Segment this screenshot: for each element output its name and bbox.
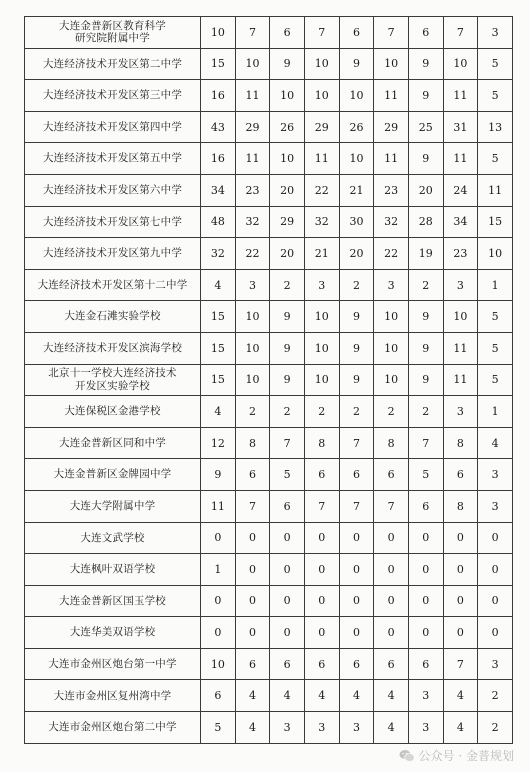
school-name-cell <box>25 554 201 586</box>
school-name-cell <box>25 238 201 270</box>
school-name-cell <box>25 332 201 364</box>
value-cell: 2 <box>339 396 374 428</box>
school-name-cell <box>25 396 201 428</box>
school-name-line: 大连金石滩实验学校 <box>64 310 161 323</box>
value-cell: 4 <box>374 712 409 744</box>
school-name-cell <box>25 427 201 459</box>
value-cell: 15 <box>201 364 236 396</box>
value-cell: 6 <box>339 648 374 680</box>
table-row <box>25 459 513 491</box>
school-name-line: 大连经济技术开发区第五中学 <box>42 152 183 165</box>
value-cell: 2 <box>374 396 409 428</box>
value-cell: 9 <box>270 48 305 80</box>
value-cell: 20 <box>339 238 374 270</box>
value-cell: 32 <box>374 206 409 238</box>
value-cell: 0 <box>270 617 305 649</box>
value-cell: 0 <box>339 617 374 649</box>
school-name-cell <box>25 111 201 143</box>
value-cell: 4 <box>270 680 305 712</box>
school-name-line: 大连金普新区金牌园中学 <box>53 468 172 481</box>
value-cell: 10 <box>304 301 339 333</box>
value-cell: 8 <box>443 490 478 522</box>
value-cell: 6 <box>408 490 443 522</box>
value-cell: 9 <box>339 364 374 396</box>
school-name-line: 开发区实验学校 <box>75 379 150 392</box>
value-cell: 7 <box>443 648 478 680</box>
value-cell: 10 <box>235 364 270 396</box>
value-cell: 3 <box>478 17 513 49</box>
value-cell: 5 <box>478 48 513 80</box>
school-name-cell <box>25 648 201 680</box>
value-cell: 0 <box>443 554 478 586</box>
value-cell: 2 <box>304 396 339 428</box>
value-cell: 23 <box>235 174 270 206</box>
table-body <box>25 17 513 744</box>
value-cell: 10 <box>339 143 374 175</box>
value-cell: 10 <box>235 48 270 80</box>
value-cell: 24 <box>443 174 478 206</box>
value-cell: 7 <box>235 17 270 49</box>
table-row <box>25 617 513 649</box>
value-cell: 9 <box>408 332 443 364</box>
value-cell: 1 <box>201 554 236 586</box>
value-cell: 8 <box>374 427 409 459</box>
value-cell: 5 <box>478 364 513 396</box>
value-cell: 3 <box>443 269 478 301</box>
value-cell: 5 <box>478 143 513 175</box>
value-cell: 0 <box>339 522 374 554</box>
school-name-line: 大连金普新区教育科学 <box>59 19 166 32</box>
value-cell: 7 <box>270 427 305 459</box>
value-cell: 0 <box>443 585 478 617</box>
school-name-line: 大连经济技术开发区第四中学 <box>42 120 183 133</box>
value-cell: 0 <box>201 522 236 554</box>
value-cell: 0 <box>374 554 409 586</box>
value-cell: 48 <box>201 206 236 238</box>
value-cell: 0 <box>478 522 513 554</box>
value-cell: 9 <box>270 332 305 364</box>
value-cell: 11 <box>235 143 270 175</box>
value-cell: 3 <box>478 459 513 491</box>
value-cell: 10 <box>235 301 270 333</box>
table-row <box>25 585 513 617</box>
value-cell: 22 <box>304 174 339 206</box>
value-cell: 31 <box>443 111 478 143</box>
school-name-line: 大连市金州区炮台第一中学 <box>48 657 177 670</box>
value-cell: 4 <box>443 712 478 744</box>
value-cell: 34 <box>201 174 236 206</box>
school-name-line: 大连市金州区炮台第二中学 <box>48 721 177 734</box>
value-cell: 22 <box>374 238 409 270</box>
value-cell: 11 <box>443 332 478 364</box>
value-cell: 5 <box>478 80 513 112</box>
value-cell: 10 <box>478 238 513 270</box>
value-cell: 0 <box>304 522 339 554</box>
value-cell: 11 <box>478 174 513 206</box>
value-cell: 20 <box>270 174 305 206</box>
value-cell: 0 <box>408 554 443 586</box>
value-cell: 3 <box>304 712 339 744</box>
value-cell: 0 <box>374 617 409 649</box>
value-cell: 6 <box>443 459 478 491</box>
value-cell: 9 <box>201 459 236 491</box>
school-name-cell <box>25 269 201 301</box>
value-cell: 9 <box>270 364 305 396</box>
value-cell: 4 <box>304 680 339 712</box>
value-cell: 11 <box>443 80 478 112</box>
table-row <box>25 238 513 270</box>
value-cell: 20 <box>270 238 305 270</box>
value-cell: 7 <box>408 427 443 459</box>
value-cell: 0 <box>270 522 305 554</box>
value-cell: 11 <box>374 80 409 112</box>
value-cell: 5 <box>408 459 443 491</box>
value-cell: 23 <box>443 238 478 270</box>
value-cell: 9 <box>408 301 443 333</box>
value-cell: 5 <box>478 301 513 333</box>
value-cell: 3 <box>408 712 443 744</box>
value-cell: 29 <box>374 111 409 143</box>
value-cell: 7 <box>443 17 478 49</box>
value-cell: 3 <box>478 490 513 522</box>
table-row <box>25 364 513 396</box>
value-cell: 0 <box>408 617 443 649</box>
school-name-cell <box>25 206 201 238</box>
value-cell: 0 <box>235 554 270 586</box>
value-cell: 9 <box>408 364 443 396</box>
value-cell: 26 <box>270 111 305 143</box>
school-name-line: 大连大学附属中学 <box>69 499 156 512</box>
school-name-cell <box>25 617 201 649</box>
value-cell: 6 <box>304 459 339 491</box>
value-cell: 9 <box>408 80 443 112</box>
watermark <box>399 747 514 764</box>
value-cell: 3 <box>235 269 270 301</box>
table-row <box>25 554 513 586</box>
table-row <box>25 174 513 206</box>
value-cell: 3 <box>374 269 409 301</box>
value-cell: 9 <box>339 332 374 364</box>
value-cell: 10 <box>374 301 409 333</box>
value-cell: 0 <box>235 617 270 649</box>
value-cell: 6 <box>374 648 409 680</box>
school-name-line: 大连保税区金港学校 <box>64 405 161 418</box>
value-cell: 3 <box>408 680 443 712</box>
value-cell: 10 <box>339 80 374 112</box>
value-cell: 4 <box>374 680 409 712</box>
school-name-line: 大连经济技术开发区第二中学 <box>42 57 183 70</box>
value-cell: 10 <box>304 48 339 80</box>
value-cell: 23 <box>374 174 409 206</box>
value-cell: 15 <box>201 301 236 333</box>
table-row <box>25 301 513 333</box>
value-cell: 3 <box>270 712 305 744</box>
value-cell: 1 <box>478 269 513 301</box>
value-cell: 4 <box>443 680 478 712</box>
wechat-icon <box>399 749 415 763</box>
value-cell: 29 <box>304 111 339 143</box>
value-cell: 6 <box>408 648 443 680</box>
value-cell: 28 <box>408 206 443 238</box>
value-cell: 30 <box>339 206 374 238</box>
value-cell: 0 <box>304 617 339 649</box>
school-name-line: 大连枫叶双语学校 <box>69 563 156 576</box>
value-cell: 6 <box>201 680 236 712</box>
table-row <box>25 648 513 680</box>
value-cell: 7 <box>304 17 339 49</box>
school-name-cell <box>25 459 201 491</box>
value-cell: 6 <box>270 490 305 522</box>
value-cell: 0 <box>408 585 443 617</box>
school-name-line: 大连经济技术开发区第七中学 <box>42 215 183 228</box>
school-name-line: 大连华美双语学校 <box>69 626 156 639</box>
value-cell: 0 <box>443 522 478 554</box>
value-cell: 10 <box>304 364 339 396</box>
value-cell: 6 <box>235 459 270 491</box>
value-cell: 6 <box>235 648 270 680</box>
value-cell: 29 <box>270 206 305 238</box>
value-cell: 4 <box>235 680 270 712</box>
value-cell: 11 <box>304 143 339 175</box>
value-cell: 2 <box>478 680 513 712</box>
value-cell: 11 <box>374 143 409 175</box>
table-row <box>25 206 513 238</box>
value-cell: 1 <box>478 396 513 428</box>
value-cell: 2 <box>408 269 443 301</box>
value-cell: 5 <box>270 459 305 491</box>
value-cell: 12 <box>201 427 236 459</box>
school-name-line: 大连经济技术开发区第十二中学 <box>37 278 188 291</box>
value-cell: 8 <box>443 427 478 459</box>
school-name-line: 大连金普新区同和中学 <box>59 436 166 449</box>
value-cell: 3 <box>304 269 339 301</box>
table-row <box>25 80 513 112</box>
value-cell: 9 <box>339 301 374 333</box>
value-cell: 6 <box>270 17 305 49</box>
value-cell: 0 <box>339 585 374 617</box>
value-cell: 0 <box>478 554 513 586</box>
value-cell: 7 <box>339 427 374 459</box>
school-name-line: 大连市金州区复州湾中学 <box>53 689 172 702</box>
value-cell: 3 <box>339 712 374 744</box>
value-cell: 15 <box>201 332 236 364</box>
value-cell: 10 <box>374 364 409 396</box>
value-cell: 6 <box>374 459 409 491</box>
value-cell: 4 <box>201 396 236 428</box>
value-cell: 5 <box>478 332 513 364</box>
table-row <box>25 522 513 554</box>
school-name-line: 大连文武学校 <box>80 531 145 544</box>
value-cell: 4 <box>478 427 513 459</box>
value-cell: 10 <box>443 301 478 333</box>
value-cell: 2 <box>339 269 374 301</box>
school-name-line: 大连经济技术开发区第九中学 <box>42 247 183 260</box>
school-name-line: 研究院附属中学 <box>75 32 150 45</box>
table-row <box>25 269 513 301</box>
value-cell: 21 <box>304 238 339 270</box>
value-cell: 16 <box>201 143 236 175</box>
watermark-text: 公众号 · 金普规划 <box>418 749 514 763</box>
value-cell: 29 <box>235 111 270 143</box>
value-cell: 11 <box>201 490 236 522</box>
table-row <box>25 332 513 364</box>
value-cell: 7 <box>374 490 409 522</box>
value-cell: 7 <box>235 490 270 522</box>
value-cell: 6 <box>339 459 374 491</box>
table-row <box>25 680 513 712</box>
school-name-cell <box>25 364 201 396</box>
school-name-cell <box>25 174 201 206</box>
school-name-line: 大连经济技术开发区第三中学 <box>42 89 183 102</box>
value-cell: 32 <box>304 206 339 238</box>
value-cell: 15 <box>201 48 236 80</box>
value-cell: 0 <box>201 585 236 617</box>
value-cell: 9 <box>408 143 443 175</box>
school-name-cell <box>25 17 201 49</box>
value-cell: 0 <box>304 585 339 617</box>
value-cell: 3 <box>443 396 478 428</box>
value-cell: 10 <box>235 332 270 364</box>
value-cell: 22 <box>235 238 270 270</box>
value-cell: 0 <box>201 617 236 649</box>
table-row <box>25 17 513 49</box>
value-cell: 9 <box>408 48 443 80</box>
value-cell: 2 <box>235 396 270 428</box>
value-cell: 2 <box>408 396 443 428</box>
value-cell: 0 <box>235 522 270 554</box>
value-cell: 8 <box>235 427 270 459</box>
value-cell: 0 <box>270 585 305 617</box>
value-cell: 20 <box>408 174 443 206</box>
value-cell: 32 <box>201 238 236 270</box>
value-cell: 10 <box>270 80 305 112</box>
value-cell: 0 <box>235 585 270 617</box>
value-cell: 11 <box>443 364 478 396</box>
value-cell: 21 <box>339 174 374 206</box>
value-cell: 9 <box>270 301 305 333</box>
quota-table <box>24 16 513 744</box>
value-cell: 0 <box>478 585 513 617</box>
value-cell: 6 <box>304 648 339 680</box>
value-cell: 6 <box>270 648 305 680</box>
value-cell: 11 <box>443 143 478 175</box>
value-cell: 4 <box>339 680 374 712</box>
value-cell: 10 <box>201 648 236 680</box>
school-name-line: 大连金普新区国玉学校 <box>59 594 166 607</box>
value-cell: 10 <box>374 332 409 364</box>
school-name-cell <box>25 301 201 333</box>
value-cell: 13 <box>478 111 513 143</box>
table-row <box>25 396 513 428</box>
value-cell: 5 <box>201 712 236 744</box>
school-name-cell <box>25 48 201 80</box>
value-cell: 8 <box>304 427 339 459</box>
school-name-cell <box>25 585 201 617</box>
school-name-cell <box>25 712 201 744</box>
value-cell: 0 <box>374 585 409 617</box>
school-name-line: 北京十一学校大连经济技术 <box>48 367 177 380</box>
value-cell: 32 <box>235 206 270 238</box>
value-cell: 10 <box>304 332 339 364</box>
value-cell: 3 <box>478 648 513 680</box>
value-cell: 6 <box>408 17 443 49</box>
school-name-cell <box>25 80 201 112</box>
value-cell: 2 <box>478 712 513 744</box>
school-name-cell <box>25 143 201 175</box>
value-cell: 0 <box>443 617 478 649</box>
table-row <box>25 111 513 143</box>
school-name-cell <box>25 490 201 522</box>
table-row <box>25 143 513 175</box>
school-name-line: 大连经济技术开发区第六中学 <box>42 184 183 197</box>
school-name-cell <box>25 680 201 712</box>
value-cell: 4 <box>201 269 236 301</box>
school-name-line: 大连经济技术开发区滨海学校 <box>42 341 183 354</box>
value-cell: 7 <box>339 490 374 522</box>
value-cell: 43 <box>201 111 236 143</box>
value-cell: 0 <box>374 522 409 554</box>
value-cell: 11 <box>235 80 270 112</box>
value-cell: 10 <box>270 143 305 175</box>
value-cell: 0 <box>339 554 374 586</box>
table-row <box>25 48 513 80</box>
value-cell: 0 <box>270 554 305 586</box>
table-row <box>25 490 513 522</box>
value-cell: 4 <box>235 712 270 744</box>
value-cell: 16 <box>201 80 236 112</box>
value-cell: 9 <box>339 48 374 80</box>
value-cell: 10 <box>374 48 409 80</box>
value-cell: 0 <box>304 554 339 586</box>
value-cell: 0 <box>478 617 513 649</box>
school-name-cell <box>25 522 201 554</box>
table-row <box>25 712 513 744</box>
value-cell: 6 <box>339 17 374 49</box>
value-cell: 15 <box>478 206 513 238</box>
value-cell: 10 <box>443 48 478 80</box>
value-cell: 10 <box>201 17 236 49</box>
value-cell: 2 <box>270 396 305 428</box>
value-cell: 7 <box>374 17 409 49</box>
value-cell: 7 <box>304 490 339 522</box>
value-cell: 10 <box>304 80 339 112</box>
value-cell: 26 <box>339 111 374 143</box>
value-cell: 2 <box>270 269 305 301</box>
value-cell: 0 <box>408 522 443 554</box>
value-cell: 25 <box>408 111 443 143</box>
table-row <box>25 427 513 459</box>
value-cell: 19 <box>408 238 443 270</box>
value-cell: 34 <box>443 206 478 238</box>
